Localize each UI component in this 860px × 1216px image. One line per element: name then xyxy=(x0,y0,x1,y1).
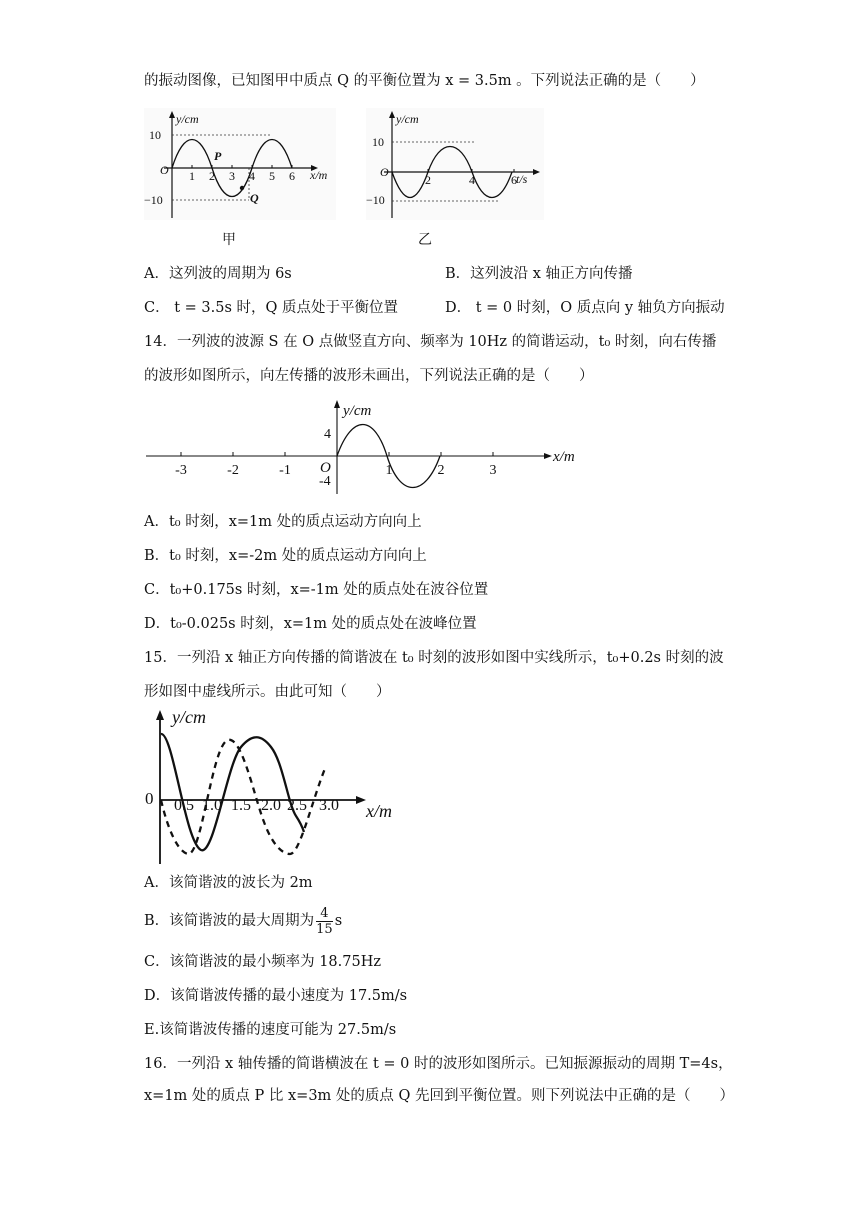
q14-origin: O xyxy=(320,460,331,476)
yi-y-bottom: −10 xyxy=(366,193,385,207)
q14-tick-label: -1 xyxy=(279,463,291,478)
q15-option-b-unit: s xyxy=(334,913,343,929)
jia-point-p: P xyxy=(214,149,222,163)
q13-figure-jia xyxy=(144,108,344,248)
jia-tick-label: 1 xyxy=(189,169,195,183)
q14-stem-line2: 的波形如图所示，向左传播的波形未画出，下列说法正确的是（ ） xyxy=(144,368,594,384)
jia-y-top: 10 xyxy=(149,128,161,142)
yi-ylabel: y/cm xyxy=(396,112,419,126)
q15-option-b-text: B．该简谐波的最大周期为 xyxy=(144,913,315,929)
q14-option-c: C．t₀+0.175s 时刻，x=-1m 处的质点处在波谷位置 xyxy=(144,582,489,598)
q15-origin: 0 xyxy=(145,789,154,808)
q14-y-top: 4 xyxy=(324,427,331,442)
q15-tick-label: 1.0 xyxy=(202,797,222,814)
q14-option-d: D．t₀-0.025s 时刻，x=1m 处的质点处在波峰位置 xyxy=(144,616,477,632)
jia-point-q: Q xyxy=(250,191,259,205)
jia-ylabel: y/cm xyxy=(176,112,199,126)
yi-tick-label: 6 xyxy=(511,173,517,187)
q14-option-b: B．t₀ 时刻，x=-2m 处的质点运动方向向上 xyxy=(144,548,427,564)
yi-origin: O xyxy=(380,165,389,179)
yi-y-top: 10 xyxy=(372,135,384,149)
q14-y-bottom: -4 xyxy=(319,474,331,489)
jia-tick-label: 2 xyxy=(209,169,215,183)
q14-option-a: A．t₀ 时刻，x=1m 处的质点运动方向向上 xyxy=(144,514,422,530)
q15-option-d: D．该简谐波传播的最小速度为 17.5m/s xyxy=(144,988,408,1004)
yi-caption: 乙 xyxy=(418,233,432,248)
q15-option-a: A．该简谐波的波长为 2m xyxy=(144,875,313,891)
yi-tick-label: 2 xyxy=(425,173,431,187)
q13-option-a: A．这列波的周期为 6s xyxy=(144,266,292,282)
q13-option-b: B．这列波沿 x 轴正方向传播 xyxy=(445,266,633,282)
jia-tick-label: 4 xyxy=(249,169,255,183)
q15-xlabel: x/m xyxy=(366,801,392,821)
q14-tick-label: 1 xyxy=(385,463,393,478)
q14-figure xyxy=(144,398,594,498)
q15-ylabel: y/cm xyxy=(172,707,206,727)
q13-option-c: C． t = 3.5s 时，Q 质点处于平衡位置 xyxy=(144,300,399,316)
q15-option-b-fraction xyxy=(316,906,333,937)
q15-tick-label: 3.0 xyxy=(319,797,339,814)
q15-tick-label: 2.5 xyxy=(287,797,307,814)
q15-option-b-denominator: 15 xyxy=(316,921,333,937)
jia-point-q-dot xyxy=(240,186,244,190)
q13-intro: 的振动图像，已知图甲中质点 Q 的平衡位置为 x = 3.5m 。下列说法正确的是（ ） xyxy=(144,73,705,89)
q15-figure xyxy=(140,704,410,868)
jia-xlabel: x/m xyxy=(310,168,328,182)
jia-origin: O xyxy=(160,163,169,177)
q14-ylabel: y/cm xyxy=(343,403,372,419)
q15-option-e: E.该简谐波传播的速度可能为 27.5m/s xyxy=(144,1022,397,1038)
jia-caption: 甲 xyxy=(222,233,236,248)
q15-tick-label: 2.0 xyxy=(261,797,281,814)
q14-xlabel: x/m xyxy=(553,449,575,465)
jia-tick-label: 6 xyxy=(289,169,295,183)
q15-option-c: C．该简谐波的最小频率为 18.75Hz xyxy=(144,954,381,970)
q14-tick-label: -3 xyxy=(175,463,187,478)
jia-y-bottom: −10 xyxy=(144,193,163,207)
yi-tick-label: 4 xyxy=(469,173,475,187)
jia-tick-label: 5 xyxy=(269,169,275,183)
q13-figure-yi xyxy=(366,108,556,248)
q15-tick-label: 1.5 xyxy=(231,797,251,814)
q15-stem-line1: 15．一列沿 x 轴正方向传播的简谐波在 t₀ 时刻的波形如图中实线所示，t₀+0.2s 时刻的波 xyxy=(144,650,724,666)
q16-stem-line2: x=1m 处的质点 P 比 x=3m 处的质点 Q 先回到平衡位置。则下列说法中正确的是（ ） xyxy=(144,1088,735,1104)
q15-option-b-numerator: 4 xyxy=(316,906,333,922)
q14-tick-label: 3 xyxy=(489,463,497,478)
yi-xlabel: t/s xyxy=(516,172,528,186)
q14-tick-label: -2 xyxy=(227,463,239,478)
jia-tick-label: 3 xyxy=(229,169,235,183)
q14-stem-line1: 14．一列波的波源 S 在 O 点做竖直方向、频率为 10Hz 的简谐运动，t₀ 时刻，向右传播 xyxy=(144,334,717,350)
q14-tick-label: 2 xyxy=(437,463,445,478)
q13-option-d: D． t = 0 时刻，O 质点向 y 轴负方向振动 xyxy=(445,300,725,316)
q15-tick-label: 0.5 xyxy=(174,797,194,814)
q15-option-b xyxy=(144,903,342,939)
q16-stem-line1: 16．一列沿 x 轴传播的简谐横波在 t = 0 时的波形如图所示。已知振源振动的周期 T=4s， xyxy=(144,1056,733,1072)
q15-stem-line2: 形如图中虚线所示。由此可知（ ） xyxy=(144,684,391,700)
